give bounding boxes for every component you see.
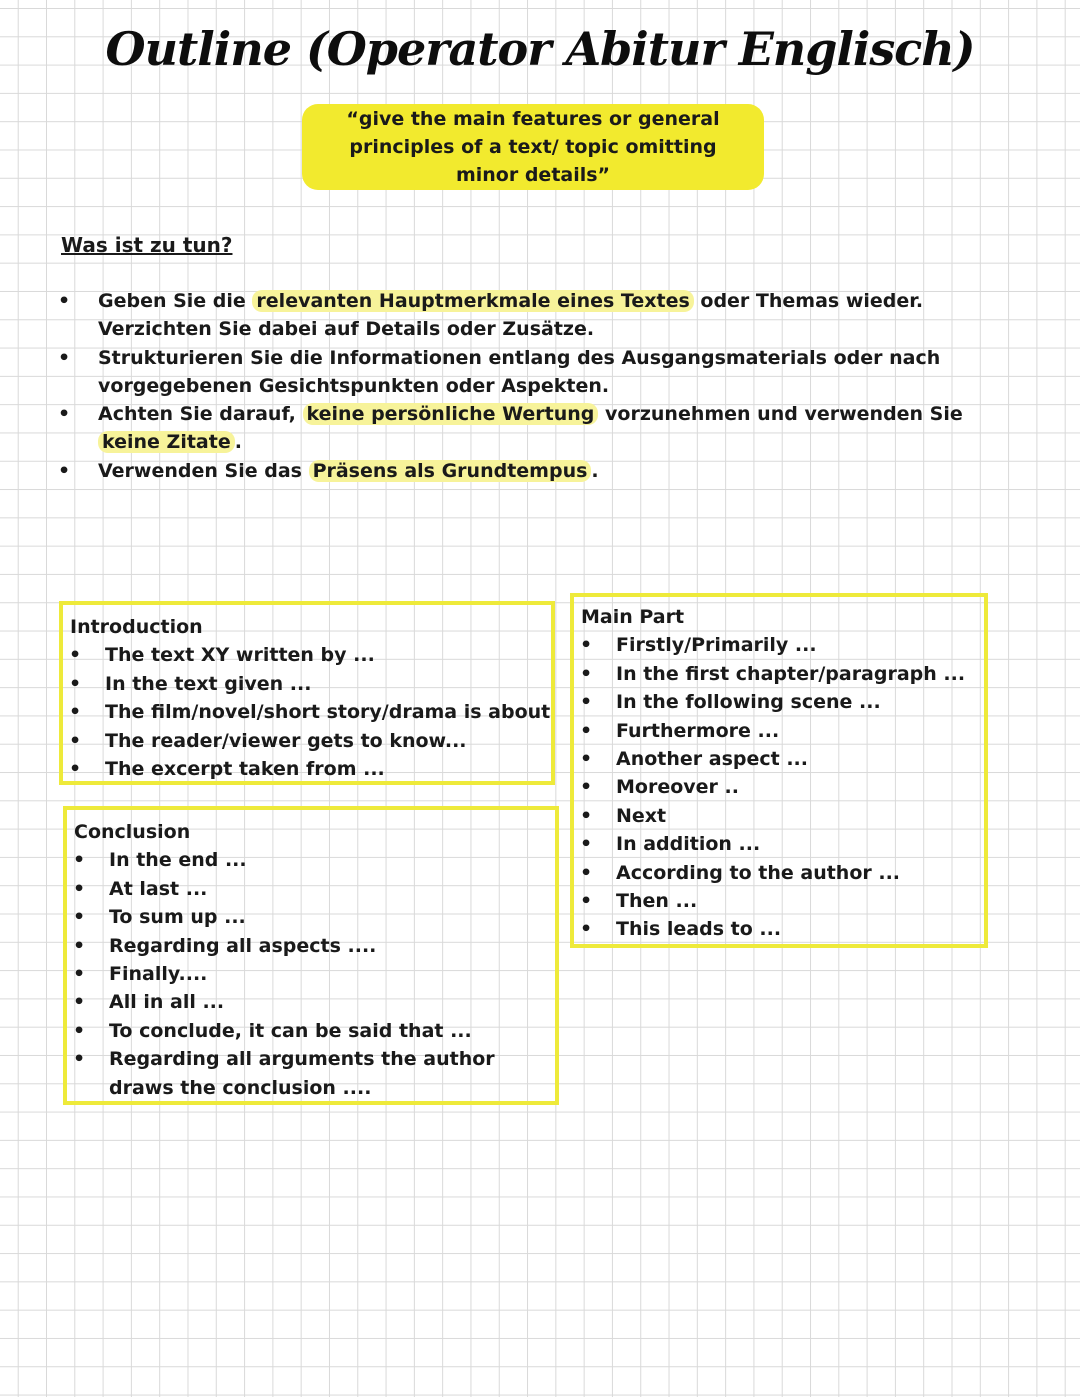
- list-item: • The reader/viewer gets to know...: [67, 727, 551, 755]
- task-item: • Verwenden Sie das Präsens als Grundtempus .: [56, 457, 976, 485]
- bullet-icon: •: [580, 776, 593, 799]
- bullet-icon: •: [580, 748, 593, 771]
- bullet-icon: •: [580, 861, 593, 884]
- definition-box: [302, 104, 764, 190]
- list-item: • In the end ...: [71, 846, 555, 874]
- bullet-icon: •: [73, 849, 86, 872]
- list-item: • Regarding all aspects ....: [71, 932, 555, 960]
- bullet-icon: •: [58, 403, 71, 426]
- list-item: • This leads to ...: [578, 915, 984, 943]
- bullet-icon: •: [58, 346, 71, 369]
- list-item: • The excerpt taken from ...: [67, 755, 551, 783]
- list-item: • In the first chapter/paragraph ...: [578, 660, 984, 688]
- bullet-icon: •: [580, 833, 593, 856]
- bullet-icon: •: [73, 963, 86, 986]
- list-item: • According to the author ...: [578, 859, 984, 887]
- list-item: • Moreover ..: [578, 773, 984, 801]
- introduction-title: Introduction: [70, 616, 203, 638]
- conclusion-title: Conclusion: [74, 821, 191, 843]
- bullet-icon: •: [580, 634, 593, 657]
- list-item: • In the following scene ...: [578, 688, 984, 716]
- highlight: keine Zitate: [98, 431, 235, 453]
- list-item: • Then ...: [578, 887, 984, 915]
- highlight: relevanten Hauptmerkmale eines Textes: [252, 290, 693, 312]
- bullet-icon: •: [73, 1019, 86, 1042]
- definition-text: “give the main features or general principles of a text/ topic omitting minor details”: [346, 108, 720, 186]
- bullet-icon: •: [73, 906, 86, 929]
- list-item: • In addition ...: [578, 830, 984, 858]
- list-item: • Finally....: [71, 960, 555, 988]
- bullet-icon: •: [73, 1048, 86, 1071]
- introduction-box: [59, 601, 555, 785]
- bullet-icon: •: [580, 890, 593, 913]
- bullet-icon: •: [73, 934, 86, 957]
- bullet-icon: •: [73, 877, 86, 900]
- bullet-icon: •: [69, 701, 82, 724]
- list-item: • The film/novel/short story/drama is about: [67, 698, 551, 726]
- conclusion-box: [63, 806, 559, 1105]
- list-item: • To sum up ...: [71, 903, 555, 931]
- bullet-icon: •: [580, 662, 593, 685]
- bullet-icon: •: [69, 644, 82, 667]
- list-item: • All in all ...: [71, 988, 555, 1016]
- list-item: • At last ...: [71, 875, 555, 903]
- list-item: • In the text given ...: [67, 670, 551, 698]
- list-item: • Another aspect ...: [578, 745, 984, 773]
- list-item: • Next: [578, 802, 984, 830]
- highlight: Präsens als Grundtempus: [309, 460, 592, 482]
- task-heading: Was ist zu tun?: [61, 233, 233, 257]
- task-list: [56, 287, 976, 485]
- task-item: • Strukturieren Sie die Informationen entlang des Ausgangsmaterials oder nach vorgegebenen Gesichtspunkten oder Aspekten.: [56, 344, 976, 401]
- bullet-icon: •: [580, 691, 593, 714]
- page-title: Outline (Operator Abitur Englisch): [105, 22, 975, 76]
- bullet-icon: •: [69, 672, 82, 695]
- task-item: • Geben Sie die relevanten Hauptmerkmale eines Textes oder Themas wieder. Verzichten Sie dabei auf Details oder Zusätze.: [56, 287, 976, 344]
- main-part-title: Main Part: [581, 606, 685, 628]
- list-item: • Regarding all arguments the author draws the conclusion ....: [71, 1045, 555, 1102]
- list-item: • To conclude, it can be said that ...: [71, 1017, 555, 1045]
- bullet-icon: •: [73, 991, 86, 1014]
- highlight: keine persönliche Wertung: [303, 403, 599, 425]
- bullet-icon: •: [580, 804, 593, 827]
- bullet-icon: •: [58, 290, 71, 312]
- main-part-box: [570, 593, 988, 948]
- bullet-icon: •: [580, 719, 593, 742]
- bullet-icon: •: [69, 729, 82, 752]
- list-item: • Firstly/Primarily ...: [578, 631, 984, 659]
- bullet-icon: •: [69, 758, 82, 781]
- list-item: • Furthermore ...: [578, 717, 984, 745]
- task-item: • Achten Sie darauf, keine persönliche Wertung vorzunehmen und verwenden Sie keine Zitate .: [56, 400, 976, 457]
- bullet-icon: •: [580, 918, 593, 941]
- bullet-icon: •: [58, 459, 71, 482]
- list-item: • The text XY written by ...: [67, 641, 551, 669]
